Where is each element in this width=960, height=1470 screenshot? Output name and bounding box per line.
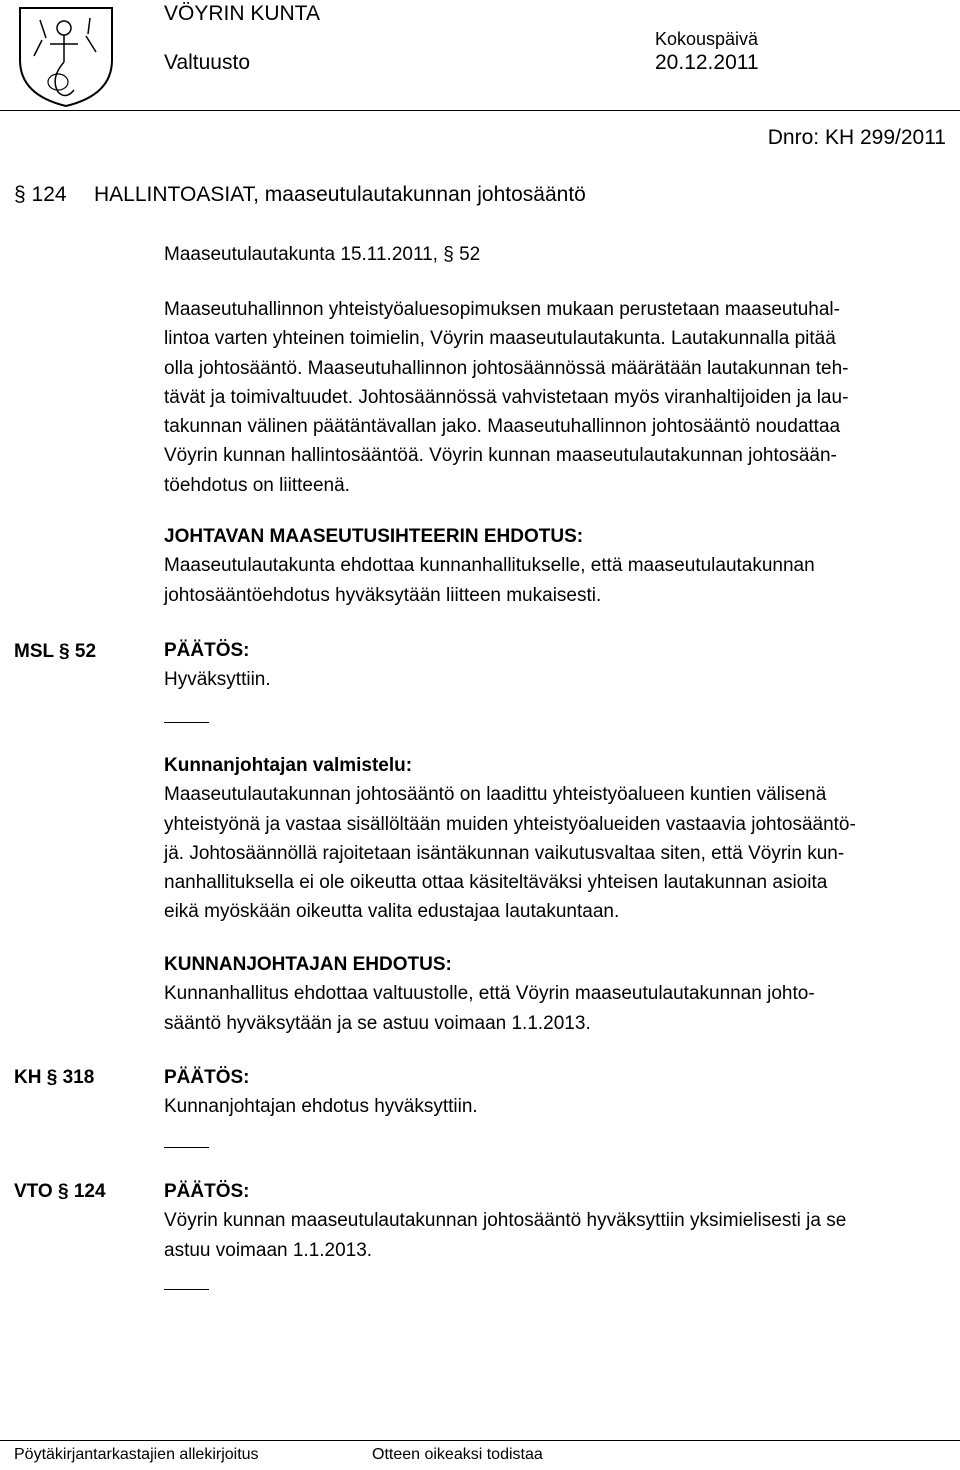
separator-rule — [164, 1289, 209, 1290]
decision-ref-vto: VTO § 124 — [14, 1181, 106, 1202]
preparation-line: nanhallituksella ei ole oikeutta ottaa käsiteltäväksi yhteisen lautakunnan asioita — [164, 872, 828, 894]
decision-msl — [164, 636, 948, 695]
proposal-heading: KUNNANJOHTAJAN EHDOTUS: — [164, 954, 452, 975]
proposal-line: Maaseutulautakunta ehdottaa kunnanhallitukselle, että maaseutulautakunnan — [164, 555, 815, 577]
footer-signature-label: Pöytäkirjantarkastajien allekirjoitus — [14, 1446, 259, 1463]
proposal-line: Kunnanhallitus ehdottaa valtuustolle, että Vöyrin maaseutulautakunnan johto- — [164, 983, 815, 1005]
meeting-date-label: Kokouspäivä — [655, 29, 759, 49]
municipal-coat-of-arms — [0, 0, 122, 110]
intro-line: lintoa varten yhteinen toimielin, Vöyrin maaseutulautakunta. Lautakunnalla pitää — [164, 328, 836, 350]
intro-line: Maaseutuhallinnon yhteistyöaluesopimuksen mukaan perustetaan maaseutuhal- — [164, 299, 840, 320]
preparation-line: yhteistyönä ja vastaa sisällöltään muiden yhteistyöalueiden vastaavia johtosääntö- — [164, 813, 856, 835]
intro-paragraph — [164, 295, 948, 500]
intro-line: töehdotus on liitteenä. — [164, 474, 350, 496]
decision-heading: PÄÄTÖS: — [164, 1181, 250, 1202]
record-number: Dnro: KH 299/2011 — [767, 126, 946, 149]
decision-ref-kh: KH § 318 — [14, 1067, 95, 1088]
meeting-date: 20.12.2011 — [655, 51, 759, 74]
decision-text: Hyväksyttiin. — [164, 669, 271, 691]
body-name: Valtuusto — [164, 51, 250, 74]
separator-rule — [164, 1147, 209, 1148]
decision-line: Vöyrin kunnan maaseutulautakunnan johtosääntö hyväksyttiin yksimielisesti ja se — [164, 1210, 847, 1232]
organization-name: VÖYRIN KUNTA — [164, 2, 320, 25]
header-divider — [0, 110, 960, 111]
mayor-preparation — [164, 751, 948, 927]
intro-line: Vöyrin kunnan hallintosääntöä. Vöyrin kunnan maaseutulautakunnan johtosään- — [164, 445, 837, 467]
preparation-line: Maaseutulautakunnan johtosääntö on laadittu yhteistyöalueen kuntien välisenä — [164, 784, 827, 806]
intro-line: tävät ja toimivaltuudet. Johtosäännössä vahvistetaan myös viranhaltijoiden ja lau- — [164, 386, 849, 408]
decision-heading: PÄÄTÖS: — [164, 640, 250, 661]
footer-certification-label: Otteen oikeaksi todistaa — [372, 1446, 543, 1463]
prior-reference: Maaseutulautakunta 15.11.2011, § 52 — [164, 244, 481, 265]
decision-kh — [164, 1063, 948, 1122]
proposal-heading: JOHTAVAN MAASEUTUSIHTEERIN EHDOTUS: — [164, 526, 584, 547]
proposal-line: johtosääntöehdotus hyväksytään liitteen mukaisesti. — [164, 584, 602, 606]
separator-rule — [164, 722, 209, 723]
decision-text: Kunnanjohtajan ehdotus hyväksyttiin. — [164, 1096, 478, 1118]
decision-line: astuu voimaan 1.1.2013. — [164, 1239, 373, 1261]
proposal-line: sääntö hyväksytään ja se astuu voimaan 1.1.2013. — [164, 1012, 591, 1034]
section-heading — [14, 183, 586, 207]
section-number: § 124 — [14, 183, 67, 206]
preparation-line: eikä myöskään oikeutta valita edustajaa lautakuntaan. — [164, 901, 620, 923]
decision-vto — [164, 1177, 948, 1265]
intro-line: takunnan välinen päätäntävallan jako. Maaseutuhallinnon johtosääntö noudattaa — [164, 416, 841, 438]
proposal-secretary — [164, 522, 948, 610]
section-title: HALLINTOASIAT, maaseutulautakunnan johtosääntö — [94, 183, 586, 206]
preparation-line: jä. Johtosäännöllä rajoitetaan isäntäkunnan vaikutusvaltaa siten, että Vöyrin kun- — [164, 842, 845, 864]
preparation-heading: Kunnanjohtajan valmistelu: — [164, 755, 413, 776]
proposal-mayor — [164, 950, 948, 1038]
footer-divider — [0, 1440, 960, 1441]
intro-line: olla johtosääntö. Maaseutuhallinnon johtosäännössä määrätään lautakunnan teh- — [164, 357, 849, 379]
decision-ref-msl: MSL § 52 — [14, 641, 97, 662]
decision-heading: PÄÄTÖS: — [164, 1067, 250, 1088]
